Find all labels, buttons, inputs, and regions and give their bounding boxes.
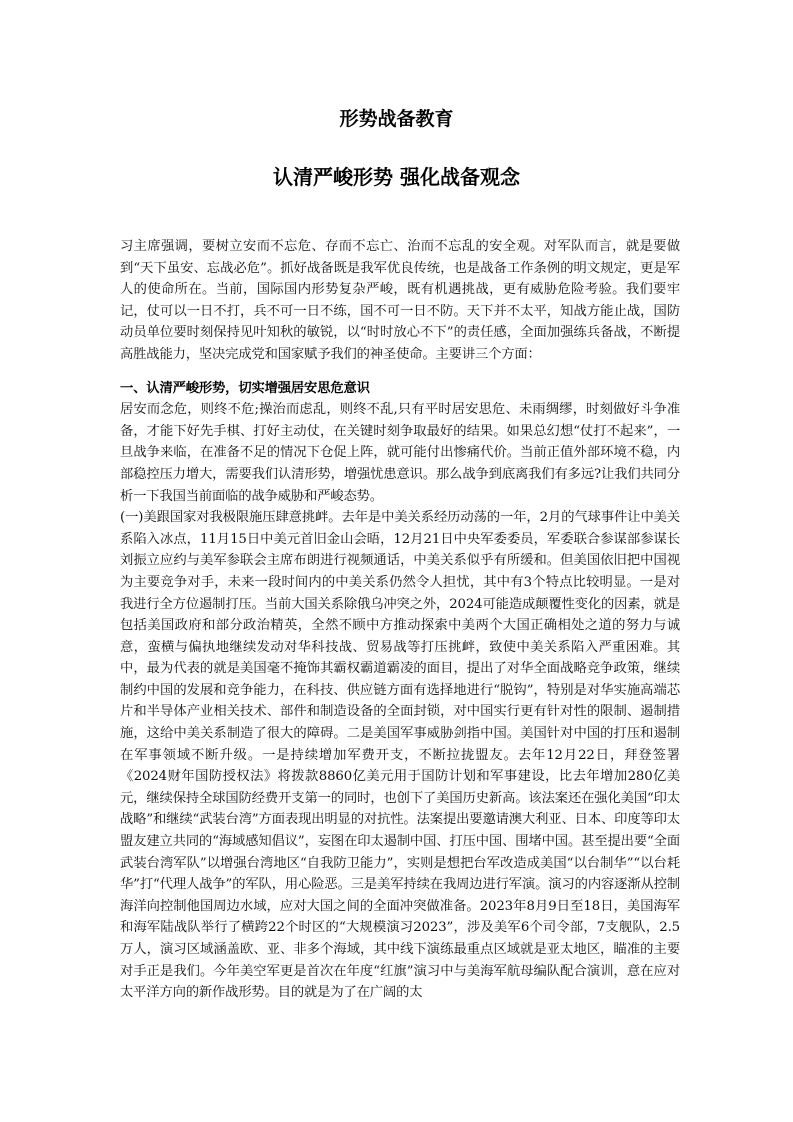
intro-paragraph: 习主席强调，要树立安而不忘危、存而不忘亡、治而不忘乱的安全观。对军队而言，就是要做到“天下虽安、忘战必危”。抓好战备既是我军优良传统，也是战备工作条例的明文规定，更是军人的使命所在。当前，国际国内形势复杂严峻，既有机遇挑战，更有威胁危险考验。我们要牢记，仗可以一日不打，兵不可一日不练，国不可一日不防。天下并不太平，知战方能止战，国防动员单位要时刻保持见叶知秋的敏锐，以“时时放心不下”的责任感，全面加强练兵备战，不断提高胜战能力，坚决完成党和国家赋予我们的神圣使命。主要讲三个方面： xyxy=(120,239,680,362)
document-subtitle: 认清严峻形势 强化战备观念 xyxy=(273,165,520,189)
section-paragraph: (一)美跟国家对我极限施压肆意挑衅。去年是中美关系经历动荡的一年，2月的气球事件让中美关系陷入冰点，11月15日中美元首旧金山会晤，12月21日中央军委委员，军委联合参谋部参谋长刘振立应约与美军参联会主席布朗进行视频通话，中美关系似乎有所缓和。但美国依旧把中国视为主要竞争对手，未来一段时间内的中美关系仍然令人担忧，其中有3个特点比较明显。一是对我进行全方位遏制打压。当前大国关系除俄乌冲突之外，2024可能造成颠覆性变化的因素，就是包括美国政府和部分政治精英，全然不顾中方推动探索中美两个大国正确相处之道的努力与诚意，蛮横与偏执地继续发动对华科技战、贸易战等打压挑衅，致使中美关系陷入严重困难。其中，最为代表的就是美国毫不掩饰其霸权霸道霸凌的面目，提出了对华全面战略竞争政策，继续制约中国的发展和竞争能力，在科技、供应链方面有选择地进行“脱钩”，特别是对华实施高端芯片和半导体产业相关技术、部件和制造设备的全面封锁，对中国实行更有针对性的限制、遏制措施，这给中美关系制造了很大的障碍。二是美国军事威胁剑指中国。美国针对中国的打压和遏制在军事领域不断升级。一是持续增加军费开支，不断拉拢盟友。去年12月22日，拜登签署《2024财年国防授权法》将拨款8860亿美元用于国防计划和军事建设，比去年增加280亿美元，继续保持全球国防经费开支第一的同时，也创下了美国历史新高。该法案还在强化美国“印太战略”和继续“武装台湾”方面表现出明显的对抗性。法案提出要邀请澳大利亚、日本、印度等印太盟友建立共同的“海域感知倡议”，妄图在印太遏制中国、打压中国、围堵中国。甚至提出要“全面武装台湾军队”以增强台湾地区“自我防卫能力”，实则是想把台军改造成美国“以台制华”“以台耗华”打“代理人战争”的军队，用心险恶。三是美军持续在我周边进行军演。演习的内容逐渐从控制海洋向控制他国周边水域，应对大国之间的全面冲突做准备。2023年8月9日至18日，美国海军和海军陆战队举行了横跨22个时区的“大规模演习2023”，涉及美军6个司令部，7支舰队，2.5万人，演习区域涵盖欧、亚、非多个海域，其中线下演练最重点区域就是亚太地区，瞄准的主要对手正是我们。今年美空军更是首次在年度“红旗”演习中与美海军航母编队配合演训，意在应对太平洋方向的新作战形势。目的就是为了在广阔的太 xyxy=(120,510,680,1001)
document-body xyxy=(120,236,680,1004)
section-paragraph: 居安而念危，则终不危;操治而虑乱，则终不乱,只有平时居安思危、未雨绸缪，时刻做好斗争准备，才能下好先手棋、打好主动仗，在关键时刻争取最好的结果。如果总幻想“仗打不起来”，一旦战争来临，在准备不足的情况下仓促上阵，就可能付出惨痛代价。当前正值外部环境不稳，内部稳控压力增大，需要我们认清形势，增强忧患意识。那么战争到底离我们有多远?让我们共同分析一下我国当前面临的战争威胁和严峻态势。 xyxy=(120,402,680,504)
document-title: 形势战备教育 xyxy=(339,108,454,130)
section-heading: 一、认清严峻形势，切实增强居安思危意识 xyxy=(120,380,370,396)
